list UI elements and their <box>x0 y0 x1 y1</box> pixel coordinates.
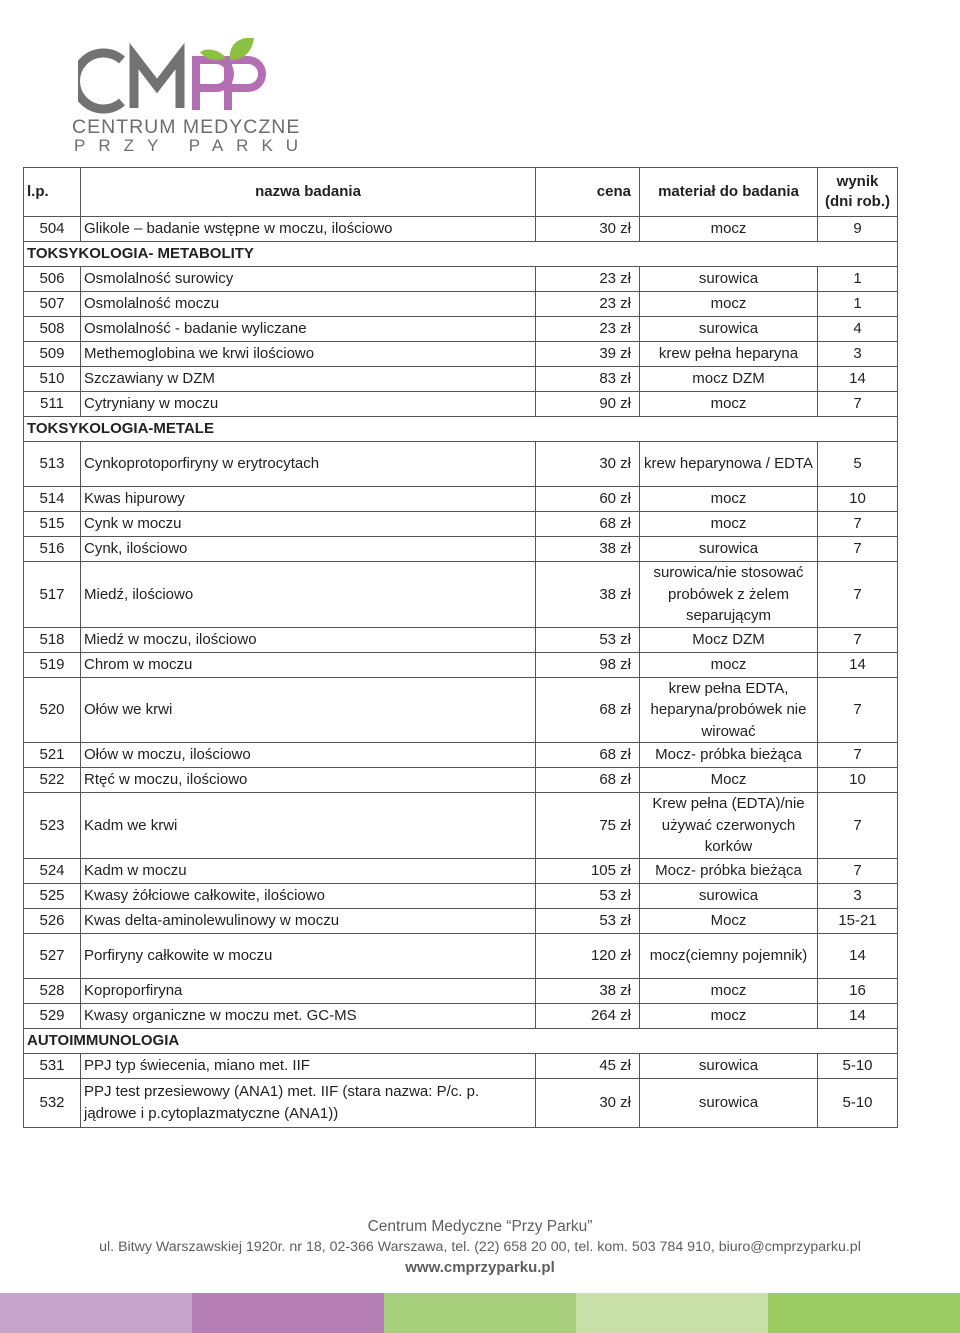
logo-text-line2: PRZY PARKU <box>74 136 312 155</box>
cell-name: Cynk, ilościowo <box>81 537 536 562</box>
table-header-row <box>24 168 898 217</box>
cell-result: 14 <box>818 652 898 677</box>
cell-lp: 532 <box>24 1078 81 1127</box>
cell-lp: 507 <box>24 292 81 317</box>
cell-result: 1 <box>818 292 898 317</box>
table-row <box>24 442 898 487</box>
cell-price: 83 zł <box>536 367 640 392</box>
cell-result: 4 <box>818 317 898 342</box>
header-material: materiał do badania <box>640 168 818 217</box>
section-row <box>24 1028 898 1053</box>
cell-name: Osmolalność moczu <box>81 292 536 317</box>
cell-material: surowica <box>640 1078 818 1127</box>
header-lp: l.p. <box>24 168 81 217</box>
cell-material: mocz DZM <box>640 367 818 392</box>
table-row <box>24 562 898 628</box>
cell-material: krew pełna EDTA, heparyna/probówek nie wirować <box>640 677 818 743</box>
section-row <box>24 417 898 442</box>
cell-name: Kwas delta-aminolewulinowy w moczu <box>81 908 536 933</box>
table-row <box>24 512 898 537</box>
cell-result: 7 <box>818 392 898 417</box>
table-row <box>24 883 898 908</box>
table-row <box>24 677 898 743</box>
cell-material: Mocz- próbka bieżąca <box>640 858 818 883</box>
cell-price: 23 zł <box>536 267 640 292</box>
cell-result: 10 <box>818 487 898 512</box>
color-stripe <box>576 1293 768 1333</box>
cell-result: 10 <box>818 768 898 793</box>
cell-lp: 521 <box>24 743 81 768</box>
logo <box>70 0 312 158</box>
section-row <box>24 242 898 267</box>
cell-lp: 522 <box>24 768 81 793</box>
cell-lp: 528 <box>24 978 81 1003</box>
cell-name: Miedź w moczu, ilościowo <box>81 627 536 652</box>
cell-lp: 514 <box>24 487 81 512</box>
cell-lp: 523 <box>24 793 81 859</box>
cell-lp: 520 <box>24 677 81 743</box>
cell-name: Miedź, ilościowo <box>81 562 536 628</box>
section-title: AUTOIMMUNOLOGIA <box>24 1028 898 1053</box>
cell-price: 53 zł <box>536 908 640 933</box>
cell-result: 7 <box>818 537 898 562</box>
cell-result: 7 <box>818 743 898 768</box>
cell-material: krew heparynowa / EDTA <box>640 442 818 487</box>
table-row <box>24 978 898 1003</box>
table-row <box>24 933 898 978</box>
table-row <box>24 487 898 512</box>
cell-result: 14 <box>818 933 898 978</box>
cell-material: mocz <box>640 487 818 512</box>
cell-price: 105 zł <box>536 858 640 883</box>
cell-material: surowica <box>640 267 818 292</box>
cell-result: 5-10 <box>818 1078 898 1127</box>
cell-material: mocz(ciemny pojemnik) <box>640 933 818 978</box>
cell-lp: 509 <box>24 342 81 367</box>
cell-material: surowica <box>640 1053 818 1078</box>
cell-price: 38 zł <box>536 537 640 562</box>
table-row <box>24 858 898 883</box>
cell-price: 120 zł <box>536 933 640 978</box>
cell-name: Cytryniany w moczu <box>81 392 536 417</box>
table-body <box>24 217 898 1128</box>
table-row <box>24 367 898 392</box>
cell-lp: 531 <box>24 1053 81 1078</box>
cell-lp: 519 <box>24 652 81 677</box>
cell-price: 30 zł <box>536 217 640 242</box>
cell-price: 68 zł <box>536 768 640 793</box>
cell-result: 15-21 <box>818 908 898 933</box>
cell-name: Kadm we krwi <box>81 793 536 859</box>
cell-result: 5-10 <box>818 1053 898 1078</box>
cell-lp: 529 <box>24 1003 81 1028</box>
table-row <box>24 652 898 677</box>
cell-material: surowica <box>640 883 818 908</box>
table-row <box>24 267 898 292</box>
cell-lp: 511 <box>24 392 81 417</box>
cell-lp: 506 <box>24 267 81 292</box>
cell-name: PPJ test przesiewowy (ANA1) met. IIF (stara nazwa: P/c. p. jądrowe i p.cytoplazmatyczne (ANA1)) <box>81 1078 536 1127</box>
cell-name: Szczawiany w DZM <box>81 367 536 392</box>
cell-name: Kwasy organiczne w moczu met. GC-MS <box>81 1003 536 1028</box>
cell-result: 3 <box>818 883 898 908</box>
cell-price: 23 zł <box>536 317 640 342</box>
cell-price: 60 zł <box>536 487 640 512</box>
table-row <box>24 292 898 317</box>
header-result: wynik (dni rob.) <box>818 168 898 217</box>
cell-price: 53 zł <box>536 627 640 652</box>
cell-name: Kwas hipurowy <box>81 487 536 512</box>
table-row <box>24 1003 898 1028</box>
cell-result: 14 <box>818 367 898 392</box>
cell-name: Cynkoprotoporfiryny w erytrocytach <box>81 442 536 487</box>
cell-name: Porfiryny całkowite w moczu <box>81 933 536 978</box>
cell-material: Krew pełna (EDTA)/nie używać czerwonych korków <box>640 793 818 859</box>
table-row <box>24 537 898 562</box>
cell-result: 1 <box>818 267 898 292</box>
cell-price: 68 zł <box>536 677 640 743</box>
cell-result: 7 <box>818 512 898 537</box>
section-title: TOKSYKOLOGIA- METABOLITY <box>24 242 898 267</box>
cell-material: mocz <box>640 1003 818 1028</box>
cell-lp: 524 <box>24 858 81 883</box>
cell-price: 68 zł <box>536 512 640 537</box>
cell-material: krew pełna heparyna <box>640 342 818 367</box>
cell-material: mocz <box>640 652 818 677</box>
cell-price: 53 zł <box>536 883 640 908</box>
cell-lp: 510 <box>24 367 81 392</box>
cell-name: Kadm w moczu <box>81 858 536 883</box>
table-row <box>24 1053 898 1078</box>
cell-lp: 504 <box>24 217 81 242</box>
cell-name: Ołów w moczu, ilościowo <box>81 743 536 768</box>
cell-result: 3 <box>818 342 898 367</box>
cell-name: Kwasy żółciowe całkowite, ilościowo <box>81 883 536 908</box>
footer-color-stripes <box>0 1293 960 1333</box>
cell-result: 7 <box>818 627 898 652</box>
color-stripe <box>192 1293 384 1333</box>
cell-lp: 515 <box>24 512 81 537</box>
cell-result: 7 <box>818 793 898 859</box>
footer-address: ul. Bitwy Warszawskiej 1920r. nr 18, 02-366 Warszawa, tel. (22) 658 20 00, tel. kom. 503 784 910, biuro@cmprzyparku.pl <box>99 1239 861 1255</box>
cell-price: 45 zł <box>536 1053 640 1078</box>
cell-material: Mocz <box>640 908 818 933</box>
cell-price: 23 zł <box>536 292 640 317</box>
cell-material: surowica/nie stosować probówek z żelem separującym <box>640 562 818 628</box>
header-name: nazwa badania <box>81 168 536 217</box>
logo-mark <box>78 38 278 116</box>
table-row <box>24 317 898 342</box>
header-price: cena <box>536 168 640 217</box>
table-row <box>24 1078 898 1127</box>
cell-lp: 516 <box>24 537 81 562</box>
cell-price: 39 zł <box>536 342 640 367</box>
cell-price: 38 zł <box>536 978 640 1003</box>
cell-name: Methemoglobina we krwi ilościowo <box>81 342 536 367</box>
cell-price: 68 zł <box>536 743 640 768</box>
cell-lp: 513 <box>24 442 81 487</box>
cell-result: 16 <box>818 978 898 1003</box>
footer-company-name: Centrum Medyczne “Przy Parku” <box>367 1218 593 1235</box>
cell-lp: 527 <box>24 933 81 978</box>
cell-result: 7 <box>818 562 898 628</box>
price-table <box>23 167 898 1128</box>
cell-material: mocz <box>640 392 818 417</box>
color-stripe <box>384 1293 576 1333</box>
cell-material: Mocz- próbka bieżąca <box>640 743 818 768</box>
cell-name: Rtęć w moczu, ilościowo <box>81 768 536 793</box>
footer-website: www.cmprzyparku.pl <box>405 1259 555 1276</box>
table-row <box>24 217 898 242</box>
table-row <box>24 743 898 768</box>
table-row <box>24 392 898 417</box>
cell-name: Koproporfiryna <box>81 978 536 1003</box>
cell-lp: 517 <box>24 562 81 628</box>
cell-material: surowica <box>640 537 818 562</box>
cell-lp: 525 <box>24 883 81 908</box>
cell-material: mocz <box>640 217 818 242</box>
color-stripe <box>0 1293 192 1333</box>
section-title: TOKSYKOLOGIA-METALE <box>24 417 898 442</box>
cell-material: Mocz <box>640 768 818 793</box>
cell-name: Cynk w moczu <box>81 512 536 537</box>
cell-lp: 518 <box>24 627 81 652</box>
cell-name: Ołów we krwi <box>81 677 536 743</box>
cell-lp: 508 <box>24 317 81 342</box>
cell-material: mocz <box>640 978 818 1003</box>
color-stripe <box>768 1293 960 1333</box>
cell-result: 5 <box>818 442 898 487</box>
cell-price: 264 zł <box>536 1003 640 1028</box>
cell-name: Osmolalność - badanie wyliczane <box>81 317 536 342</box>
cell-result: 7 <box>818 858 898 883</box>
cell-price: 75 zł <box>536 793 640 859</box>
cell-price: 30 zł <box>536 442 640 487</box>
cell-material: mocz <box>640 512 818 537</box>
cell-name: Glikole – badanie wstępne w moczu, ilościowo <box>81 217 536 242</box>
cell-material: mocz <box>640 292 818 317</box>
cell-price: 90 zł <box>536 392 640 417</box>
table-row <box>24 793 898 859</box>
cell-price: 38 zł <box>536 562 640 628</box>
cell-material: surowica <box>640 317 818 342</box>
table-row <box>24 768 898 793</box>
cell-name: PPJ typ świecenia, miano met. IIF <box>81 1053 536 1078</box>
cell-name: Osmolalność surowicy <box>81 267 536 292</box>
cell-lp: 526 <box>24 908 81 933</box>
cell-material: Mocz DZM <box>640 627 818 652</box>
cell-result: 14 <box>818 1003 898 1028</box>
logo-text-line1: CENTRUM MEDYCZNE <box>72 116 301 138</box>
table-row <box>24 627 898 652</box>
cell-result: 9 <box>818 217 898 242</box>
cell-price: 98 zł <box>536 652 640 677</box>
table-row <box>24 342 898 367</box>
cell-price: 30 zł <box>536 1078 640 1127</box>
cell-result: 7 <box>818 677 898 743</box>
table-row <box>24 908 898 933</box>
cell-name: Chrom w moczu <box>81 652 536 677</box>
